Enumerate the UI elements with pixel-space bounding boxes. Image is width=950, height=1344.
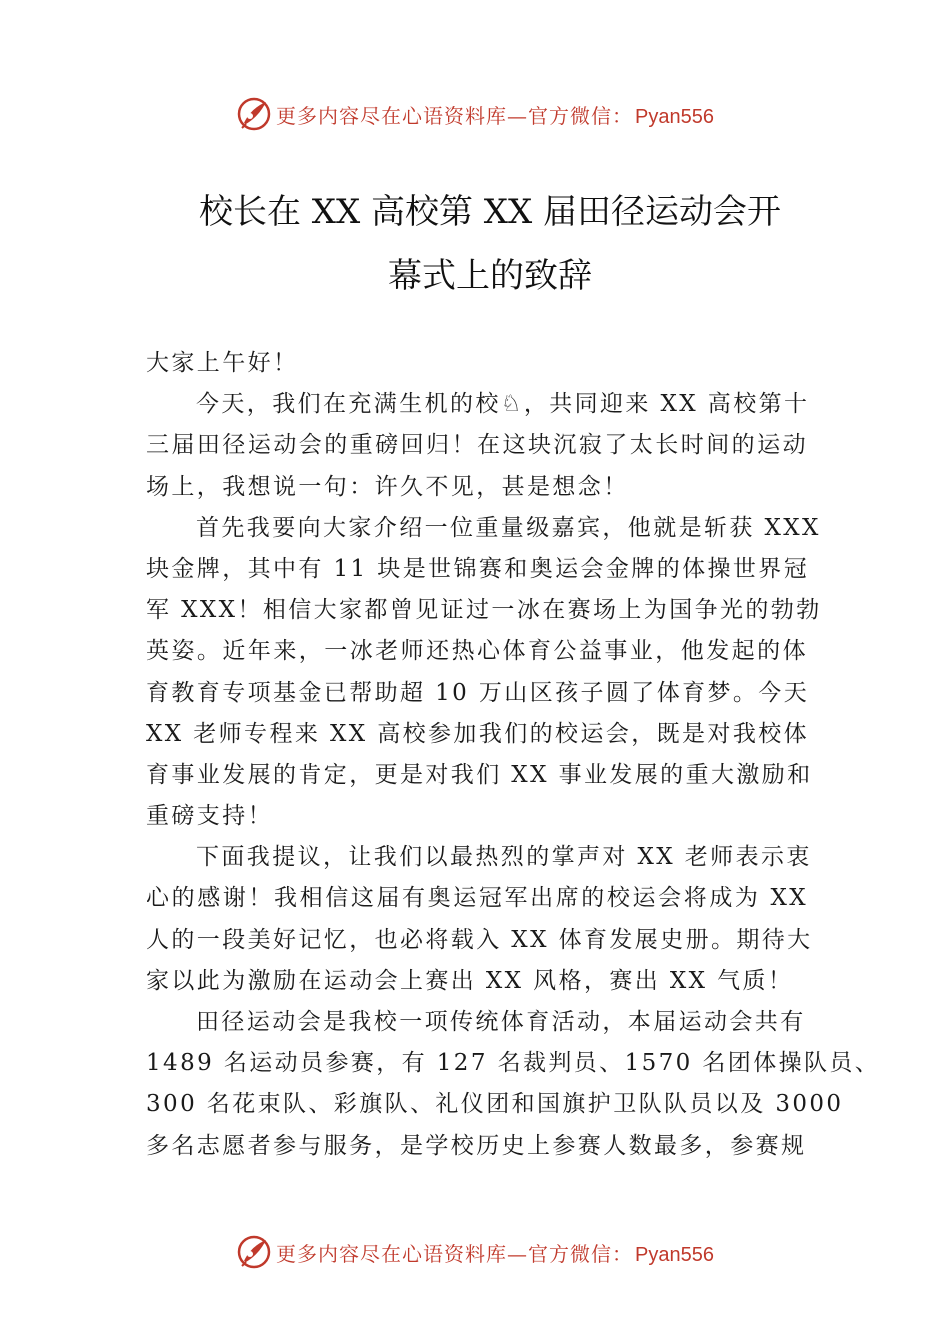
body-line: 育教育专项基金已帮助超 10 万山区孩子圆了体育梦。今天	[146, 679, 810, 706]
banner-main-text: 更多内容尽在心语资料库	[276, 1241, 508, 1266]
footer-banner[interactable]	[0, 1232, 950, 1272]
body-line: 1489 名运动员参赛，有 127 名裁判员、1570 名团体操队员、	[146, 1050, 881, 1077]
quill-logo-icon	[236, 1234, 272, 1270]
greeting-line: 大家上午好！	[146, 350, 299, 376]
body-line: 今天，我们在充满生机的校♘，共同迎来 XX 高校第十	[196, 391, 810, 418]
banner-text	[276, 1238, 714, 1267]
body-line: 块金牌，其中有 11 块是世锦赛和奥运会金牌的体操世界冠	[146, 555, 810, 582]
body-line: 下面我提议，让我们以最热烈的掌声对 XX 老师表示衷	[196, 844, 812, 871]
banner-wechat-id: Pyan556	[635, 1243, 714, 1266]
banner-main-text: 更多内容尽在心语资料库	[276, 103, 508, 128]
body-line: 军 XXX！相信大家都曾见证过一冰在赛场上为国争光的勃勃	[146, 597, 822, 624]
body-line: 多名志愿者参与服务，是学校历史上参赛人数最多，参赛规	[146, 1132, 807, 1159]
body-line: 家以此为激励在运动会上赛出 XX 风格，赛出 XX 气质！	[146, 967, 794, 994]
body-line: 重磅支持！	[146, 803, 273, 830]
body-line: 育事业发展的肯定，更是对我们 XX 事业发展的重大激励和	[146, 761, 813, 788]
title-line-1: 校长在 XX 高校第 XX 届田径运动会开	[198, 192, 782, 232]
body-line: 场上，我想说一句：许久不见，甚是想念！	[146, 473, 629, 500]
title-line-2: 幕式上的致辞	[388, 256, 592, 296]
banner-separator: —	[507, 103, 529, 128]
quill-logo-icon	[236, 96, 272, 132]
banner-text	[276, 100, 714, 129]
body-line: 心的感谢！我相信这届有奥运冠军出席的校运会将成为 XX	[146, 885, 808, 912]
body-line: 三届田径运动会的重磅回归！在这块沉寂了太长时间的运动	[146, 432, 808, 459]
body-line: 首先我要向大家介绍一位重量级嘉宾，他就是斩获 XXX	[196, 514, 821, 541]
body-line: 英姿。近年来，一冰老师还热心体育公益事业，他发起的体	[146, 638, 808, 665]
body-line: 人的一段美好记忆，也必将载入 XX 体育发展史册。期待大	[146, 926, 813, 953]
document-title	[140, 180, 840, 308]
banner-wechat-label: 官方微信：	[528, 1241, 634, 1266]
body-line: 田径运动会是我校一项传统体育活动，本届运动会共有	[196, 1009, 806, 1035]
body-line: XX 老师专程来 XX 高校参加我们的校运会，既是对我校体	[146, 720, 810, 747]
banner-separator: —	[507, 1241, 529, 1266]
header-banner[interactable]	[0, 94, 950, 134]
document-body	[146, 343, 881, 1167]
banner-wechat-label: 官方微信：	[528, 103, 634, 128]
body-line: 300 名花束队、彩旗队、礼仪团和国旗护卫队队员以及 3000	[146, 1091, 844, 1118]
banner-wechat-id: Pyan556	[635, 105, 714, 128]
